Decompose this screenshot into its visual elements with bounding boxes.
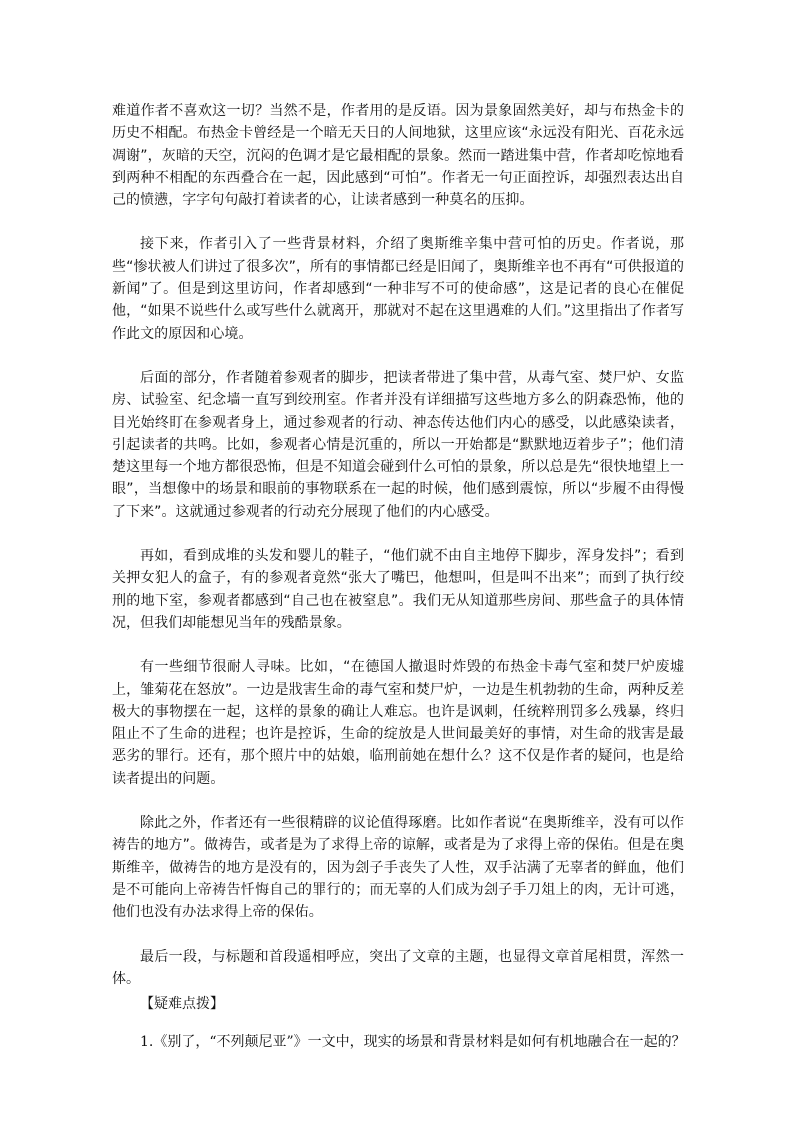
document-page [112, 100, 684, 1053]
paragraph-7: 最后一段，与标题和首段遥相呼应，突出了文章的主题，也显得文章首尾相贯，浑然一体。 [112, 948, 684, 987]
section-heading: 【疑难点拨】 [140, 996, 224, 1013]
question-1: 1.《别了，“不列颠尼亚”》一文中，现实的场景和背景材料是如何有机地融合在一起的？ [140, 1034, 686, 1051]
paragraph-6: 除此之外，作者还有一些很精辟的议论值得琢磨。比如作者说“在奥斯维辛，没有可以作祷告的地方”。做祷告，或者是为了求得上帝的谅解，或者是为了求得上帝的保佑。但是在奥斯维辛，做祷告的地方是没有的，因为刽子手丧失了人性，双手沾满了无辜者的鲜血，他们是不可能向上帝祷告忏悔自己的罪行的；而无辜的人们成为刽子手刀俎上的肉，无计可逃，他们也没有办法求得上帝的保佑。 [112, 815, 684, 921]
paragraph-4: 再如，看到成堆的头发和婴儿的鞋子，“他们就不由自主地停下脚步，浑身发抖”；看到关押女犯人的盒子，有的参观者竟然“张大了嘴巴，他想叫，但是叫不出来”；而到了执行绞刑的地下室，参观者都感到“自己也在被窒息”。我们无从知道那些房间、那些盒子的具体情况，但我们却能想见当年的残酷景象。 [112, 548, 684, 631]
paragraph-2: 接下来，作者引入了一些背景材料，介绍了奥斯维辛集中营可怕的历史。作者说，那些“惨状被人们讲过了很多次”，所有的事情都已经是旧闻了，奥斯维辛也不再有“可供报道的新闻”了。但是到这里访问，作者却感到“一种非写不可的使命感”，这是记者的良心在催促他，“如果不说些什么或写些什么就离开，那就对不起在这里遇难的人们。”这里指出了作者写作此文的原因和心境。 [112, 236, 684, 342]
paragraph-3: 后面的部分，作者随着参观者的脚步，把读者带进了集中营，从毒气室、焚尸炉、女监房、试验室、纪念墙一直写到绞刑室。作者并没有详细描写这些地方多么的阴森恐怖，他的目光始终盯在参观者身上，通过参观者的行动、神态传达他们内心的感受，以此感染读者，引起读者的共鸣。比如，参观者心情是沉重的，所以一开始都是“默默地迈着步子”；他们清楚这里每一个地方都很恐怖，但是不知道会碰到什么可怕的景象，所以总是先“很快地望上一眼”，当想像中的场景和眼前的事物联系在一起的时候，他们感到震惊，所以“步履不由得慢了下来”。这就通过参观者的行动充分展现了他们的内心感受。 [112, 369, 684, 520]
paragraph-5: 有一些细节很耐人寻味。比如，“在德国人撤退时炸毁的布热金卡毒气室和焚尸炉废墟上，雏菊花在怒放”。一边是戕害生命的毒气室和焚尸炉，一边是生机勃勃的生命，两种反差极大的事物摆在一起，这样的景象的确让人难忘。也许是讽刺，任统粹刑罚多么残暴，终归阻止不了生命的进程；也许是控诉，生命的绽放是人世间最美好的事情，对生命的戕害是最恶劣的罪行。还有，那个照片中的姑娘，临刑前她在想什么？这不仅是作者的疑问，也是给读者提出的问题。 [112, 659, 684, 787]
paragraph-1: 难道作者不喜欢这一切？当然不是，作者用的是反语。因为景象固然美好，却与布热金卡的历史不相配。布热金卡曾经是一个暗无天日的人间地狱，这里应该“永远没有阳光、百花永远凋谢”，灰暗的天空，沉闷的色调才是它最相配的景象。然而一踏进集中营，作者却吃惊地看到两种不相配的东西叠合在一起，因此感到“可怕”。作者无一句正面控诉，却强烈表达出自己的愤懑，字字句句敲打着读者的心，让读者感到一种莫名的压抑。 [112, 103, 684, 209]
